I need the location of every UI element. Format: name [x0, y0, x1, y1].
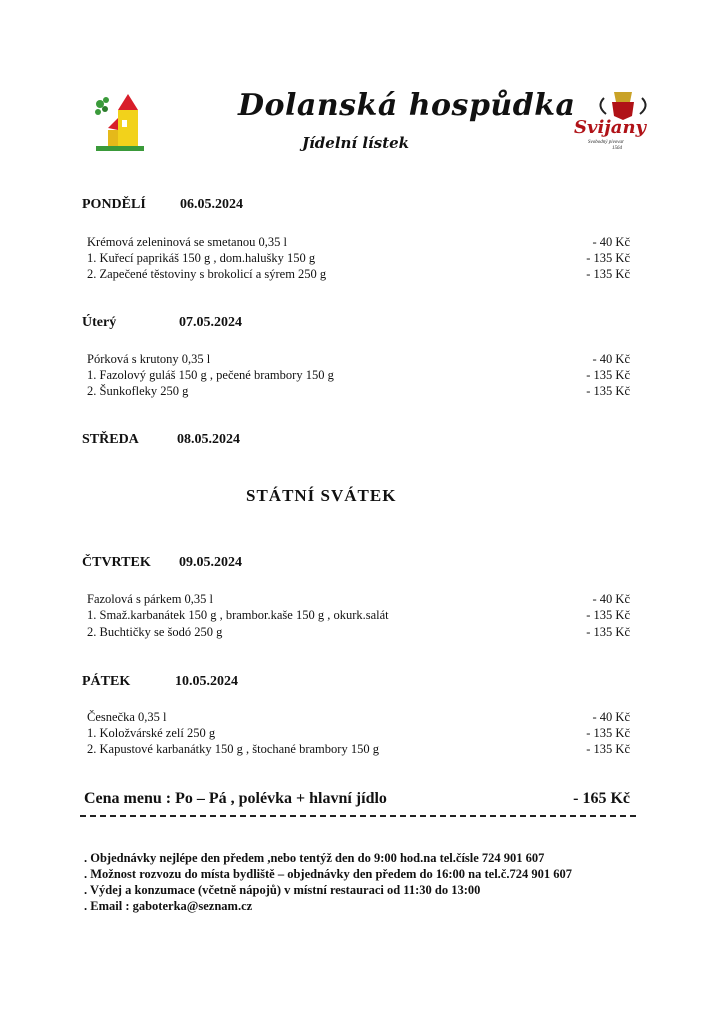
- item-price: - 135 Kč: [586, 384, 630, 398]
- item-price: - 135 Kč: [586, 608, 630, 622]
- page-title: Dolanská hospůdka: [238, 88, 576, 123]
- day-name: PONDĚLÍ: [82, 197, 146, 212]
- page-subtitle: Jídelní lístek: [302, 134, 410, 152]
- item-price: - 135 Kč: [586, 726, 630, 740]
- menu-item: 2. Buchtičky se šodó 250 g: [87, 625, 223, 639]
- brewery-year: 1564: [612, 146, 622, 151]
- order-note: . Objednávky nejlépe den předem ,nebo tentýž den do 9:00 hod.na tel.čísle 724 901 607: [84, 851, 545, 865]
- menu-item: 1. Kuřecí paprikáš 150 g , dom.halušky 150 g: [87, 251, 316, 265]
- day-heading-monday: [82, 197, 243, 213]
- day-name: PÁTEK: [82, 674, 131, 689]
- menu-item: Krémová zeleninová se smetanou 0,35 l: [87, 235, 287, 249]
- menu-price-value: - 165 Kč: [573, 790, 630, 807]
- item-price: - 40 Kč: [592, 235, 630, 249]
- menu-item: Fazolová s párkem 0,35 l: [87, 592, 214, 606]
- menu-item: 2. Kapustové karbanátky 150 g , štochané brambory 150 g: [87, 742, 379, 756]
- day-date: 08.05.2024: [177, 432, 240, 447]
- item-price: - 135 Kč: [586, 251, 630, 265]
- item-price: - 40 Kč: [592, 352, 630, 366]
- church-logo: [90, 90, 146, 152]
- menu-item: Pórková s krutony 0,35 l: [87, 352, 211, 366]
- brewery-logo-text: Svijany: [574, 117, 647, 138]
- holiday-notice: STÁTNÍ SVÁTEK: [246, 486, 397, 505]
- day-heading-tuesday: [82, 315, 242, 331]
- menu-item: 2. Šunkofleky 250 g: [87, 384, 189, 398]
- day-date: 10.05.2024: [175, 674, 238, 689]
- divider: [80, 815, 636, 817]
- menu-item: 1. Fazolový guláš 150 g , pečené brambory 150 g: [87, 368, 334, 382]
- item-price: - 135 Kč: [586, 267, 630, 281]
- delivery-note: . Možnost rozvozu do místa bydliště – objednávky den předem do 16:00 na tel.č.724 901 607: [84, 867, 572, 881]
- day-date: 06.05.2024: [180, 197, 243, 212]
- serving-note: . Výdej a konzumace (včetně nápojů) v místní restauraci od 11:30 do 13:00: [84, 883, 481, 897]
- menu-item: Česnečka 0,35 l: [87, 710, 167, 724]
- day-name: Úterý: [82, 315, 117, 330]
- day-heading-wednesday: [82, 432, 240, 448]
- item-price: - 40 Kč: [592, 592, 630, 606]
- day-name: ČTVRTEK: [82, 555, 151, 570]
- menu-price-label: Cena menu : Po – Pá , polévka + hlavní jídlo: [84, 790, 387, 807]
- item-price: - 135 Kč: [586, 625, 630, 639]
- menu-item: 1. Koložvárské zelí 250 g: [87, 726, 216, 740]
- menu-item: 2. Zapečené těstoviny s brokolicí a sýrem 250 g: [87, 267, 327, 281]
- brewery-tagline: Svobodný pivovar: [588, 140, 624, 145]
- day-date: 07.05.2024: [179, 315, 242, 330]
- day-name: STŘEDA: [82, 432, 139, 447]
- day-date: 09.05.2024: [179, 555, 242, 570]
- item-price: - 40 Kč: [592, 710, 630, 724]
- menu-item: 1. Smaž.karbanátek 150 g , brambor.kaše 150 g , okurk.salát: [87, 608, 389, 622]
- email-note: . Email : gaboterka@seznam.cz: [84, 899, 253, 913]
- day-heading-thursday: [82, 555, 242, 571]
- item-price: - 135 Kč: [586, 742, 630, 756]
- item-price: - 135 Kč: [586, 368, 630, 382]
- day-heading-friday: [82, 674, 238, 690]
